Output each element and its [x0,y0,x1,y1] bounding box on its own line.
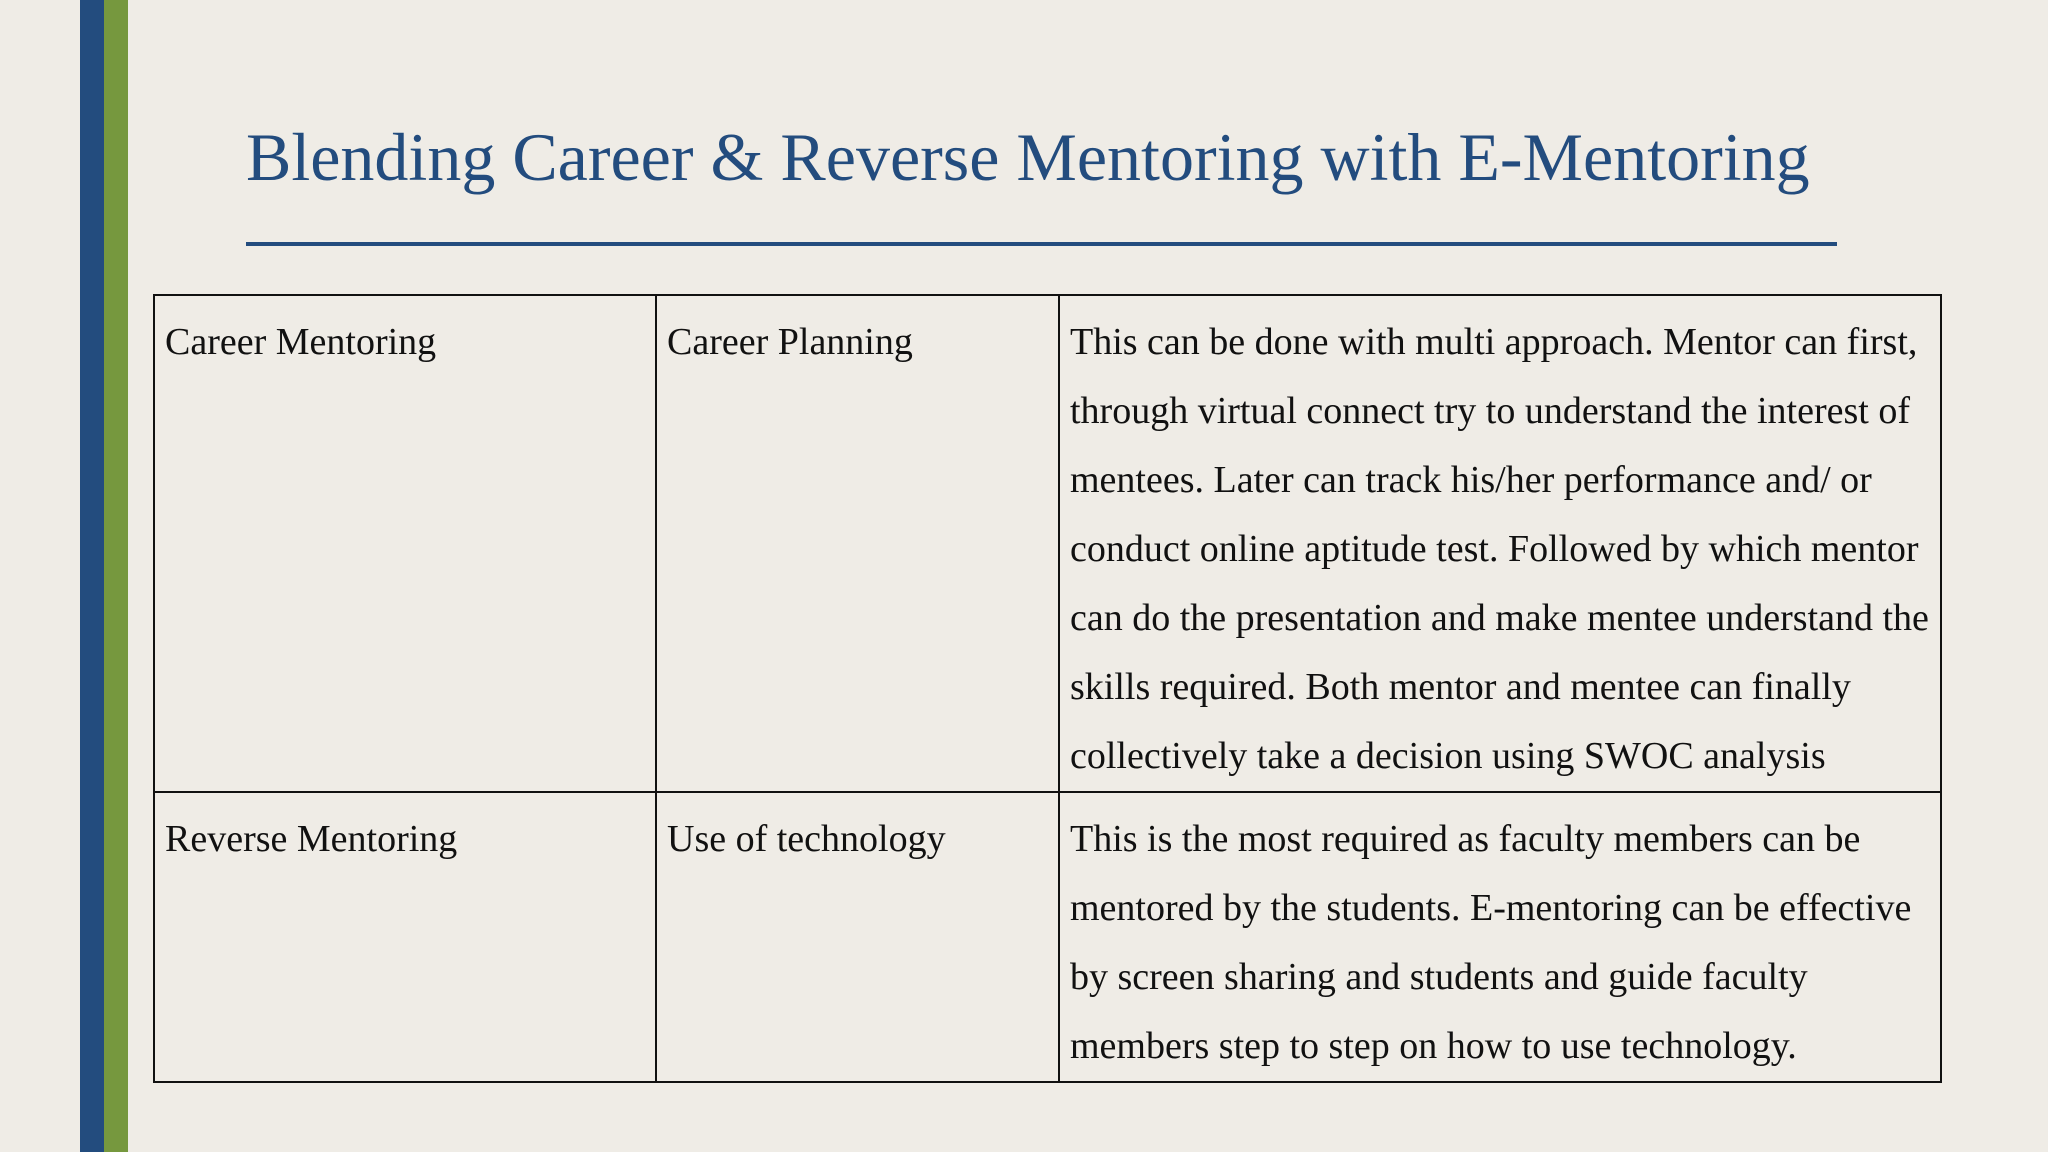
title-underline [246,242,1837,246]
table-cell-focus-area: Use of technology [656,792,1059,1082]
left-accent-stripe-green [104,0,128,1152]
table-cell-mentoring-type: Career Mentoring [154,295,656,792]
left-accent-stripe-blue [80,0,104,1152]
table-cell-description: This is the most required as faculty members can be mentored by the students. E-mentoring can be effective by screen sharing and students and guide faculty members step to step on how to use technology. [1059,792,1941,1082]
table-cell-description: This can be done with multi approach. Mentor can first, through virtual connect try to understand the interest of mentees. Later can track his/her performance and/ or conduct online aptitude test. Followed by which mentor can do the presentation and make mentee understand the skills required. Both mentor and mentee can finally collectively take a decision using SWOC analysis [1059,295,1941,792]
slide-title: Blending Career & Reverse Mentoring with E-Mentoring [246,119,1810,195]
mentoring-table [153,294,1942,1083]
table-row [154,792,1941,1082]
table-cell-focus-area: Career Planning [656,295,1059,792]
table-cell-mentoring-type: Reverse Mentoring [154,792,656,1082]
table-row [154,295,1941,792]
